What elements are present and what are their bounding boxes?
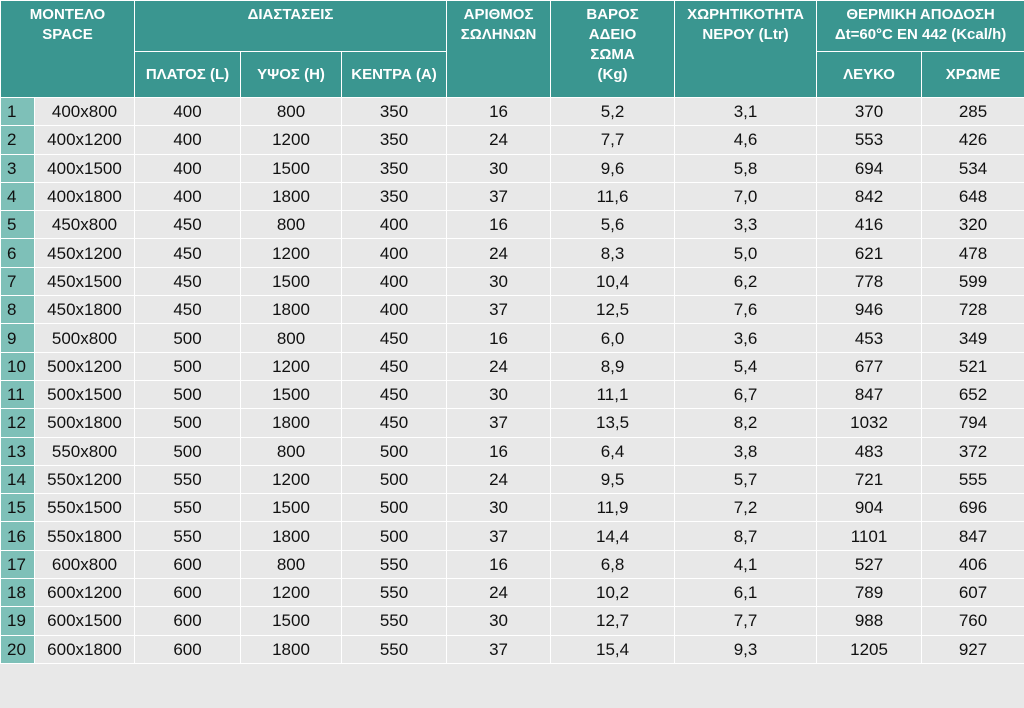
white-output-cell: 988 bbox=[817, 607, 922, 635]
tubes-cell: 24 bbox=[447, 465, 551, 493]
header-dimensions: ΔΙΑΣΤΑΣΕΙΣ bbox=[135, 1, 447, 52]
height-cell: 1200 bbox=[241, 579, 342, 607]
weight-cell: 7,7 bbox=[551, 126, 675, 154]
white-output-cell: 553 bbox=[817, 126, 922, 154]
water-cell: 9,3 bbox=[675, 635, 817, 663]
chrome-output-cell: 534 bbox=[922, 154, 1024, 182]
white-output-cell: 842 bbox=[817, 182, 922, 210]
header-thermal bbox=[817, 1, 1024, 52]
water-cell: 4,6 bbox=[675, 126, 817, 154]
width-cell: 450 bbox=[135, 267, 241, 295]
width-cell: 500 bbox=[135, 352, 241, 380]
water-cell: 5,4 bbox=[675, 352, 817, 380]
table-row bbox=[1, 182, 1024, 210]
tubes-cell: 16 bbox=[447, 437, 551, 465]
water-cell: 7,6 bbox=[675, 296, 817, 324]
height-cell: 800 bbox=[241, 98, 342, 126]
table-row bbox=[1, 239, 1024, 267]
table-row bbox=[1, 550, 1024, 578]
water-cell: 7,2 bbox=[675, 494, 817, 522]
table-row bbox=[1, 267, 1024, 295]
chrome-output-cell: 599 bbox=[922, 267, 1024, 295]
chrome-output-cell: 607 bbox=[922, 579, 1024, 607]
white-output-cell: 1032 bbox=[817, 409, 922, 437]
white-output-cell: 416 bbox=[817, 211, 922, 239]
model-cell: 600x1200 bbox=[35, 579, 135, 607]
table-row bbox=[1, 465, 1024, 493]
chrome-output-cell: 728 bbox=[922, 296, 1024, 324]
chrome-output-cell: 406 bbox=[922, 550, 1024, 578]
model-cell: 550x1200 bbox=[35, 465, 135, 493]
model-cell: 450x1200 bbox=[35, 239, 135, 267]
white-output-cell: 453 bbox=[817, 324, 922, 352]
centers-cell: 550 bbox=[342, 607, 447, 635]
row-index: 15 bbox=[1, 494, 35, 522]
table-row bbox=[1, 635, 1024, 663]
weight-cell: 6,0 bbox=[551, 324, 675, 352]
model-cell: 550x1500 bbox=[35, 494, 135, 522]
width-cell: 450 bbox=[135, 239, 241, 267]
weight-cell: 9,6 bbox=[551, 154, 675, 182]
centers-cell: 450 bbox=[342, 352, 447, 380]
white-output-cell: 904 bbox=[817, 494, 922, 522]
model-cell: 550x1800 bbox=[35, 522, 135, 550]
weight-cell: 8,3 bbox=[551, 239, 675, 267]
row-index: 13 bbox=[1, 437, 35, 465]
model-cell: 600x800 bbox=[35, 550, 135, 578]
chrome-output-cell: 349 bbox=[922, 324, 1024, 352]
weight-cell: 6,4 bbox=[551, 437, 675, 465]
water-cell: 4,1 bbox=[675, 550, 817, 578]
centers-cell: 500 bbox=[342, 522, 447, 550]
white-output-cell: 370 bbox=[817, 98, 922, 126]
tubes-cell: 30 bbox=[447, 380, 551, 408]
width-cell: 400 bbox=[135, 154, 241, 182]
model-cell: 500x1500 bbox=[35, 380, 135, 408]
width-cell: 550 bbox=[135, 522, 241, 550]
chrome-output-cell: 478 bbox=[922, 239, 1024, 267]
chrome-output-cell: 652 bbox=[922, 380, 1024, 408]
chrome-output-cell: 372 bbox=[922, 437, 1024, 465]
water-cell: 3,6 bbox=[675, 324, 817, 352]
row-index: 14 bbox=[1, 465, 35, 493]
width-cell: 550 bbox=[135, 494, 241, 522]
tubes-cell: 37 bbox=[447, 182, 551, 210]
white-output-cell: 694 bbox=[817, 154, 922, 182]
table-row bbox=[1, 494, 1024, 522]
height-cell: 1200 bbox=[241, 465, 342, 493]
height-cell: 1800 bbox=[241, 409, 342, 437]
table-row bbox=[1, 324, 1024, 352]
tubes-cell: 24 bbox=[447, 352, 551, 380]
chrome-output-cell: 521 bbox=[922, 352, 1024, 380]
model-cell: 550x800 bbox=[35, 437, 135, 465]
model-cell: 500x1800 bbox=[35, 409, 135, 437]
width-cell: 400 bbox=[135, 98, 241, 126]
header-model: ΜΟΝΤΕΛΟ SPACE bbox=[1, 1, 135, 98]
model-cell: 400x1800 bbox=[35, 182, 135, 210]
tubes-cell: 37 bbox=[447, 635, 551, 663]
centers-cell: 450 bbox=[342, 324, 447, 352]
chrome-output-cell: 760 bbox=[922, 607, 1024, 635]
centers-cell: 400 bbox=[342, 239, 447, 267]
row-index: 12 bbox=[1, 409, 35, 437]
white-output-cell: 778 bbox=[817, 267, 922, 295]
water-cell: 7,7 bbox=[675, 607, 817, 635]
weight-cell: 10,4 bbox=[551, 267, 675, 295]
row-index: 4 bbox=[1, 182, 35, 210]
tubes-cell: 37 bbox=[447, 409, 551, 437]
white-output-cell: 1101 bbox=[817, 522, 922, 550]
height-cell: 1500 bbox=[241, 154, 342, 182]
chrome-output-cell: 320 bbox=[922, 211, 1024, 239]
weight-cell: 6,8 bbox=[551, 550, 675, 578]
header-water: ΧΩΡΗΤΙΚΟΤΗΤΑ ΝΕΡΟΥ (Ltr) bbox=[675, 1, 817, 98]
chrome-output-cell: 847 bbox=[922, 522, 1024, 550]
height-cell: 800 bbox=[241, 324, 342, 352]
tubes-cell: 24 bbox=[447, 126, 551, 154]
height-cell: 1800 bbox=[241, 296, 342, 324]
row-index: 3 bbox=[1, 154, 35, 182]
water-cell: 3,3 bbox=[675, 211, 817, 239]
centers-cell: 550 bbox=[342, 550, 447, 578]
width-cell: 600 bbox=[135, 579, 241, 607]
chrome-output-cell: 426 bbox=[922, 126, 1024, 154]
tubes-cell: 37 bbox=[447, 522, 551, 550]
height-cell: 1500 bbox=[241, 494, 342, 522]
height-cell: 1500 bbox=[241, 380, 342, 408]
row-index: 18 bbox=[1, 579, 35, 607]
height-cell: 1500 bbox=[241, 267, 342, 295]
row-index: 6 bbox=[1, 239, 35, 267]
chrome-output-cell: 794 bbox=[922, 409, 1024, 437]
centers-cell: 350 bbox=[342, 126, 447, 154]
weight-cell: 15,4 bbox=[551, 635, 675, 663]
centers-cell: 500 bbox=[342, 494, 447, 522]
water-cell: 3,8 bbox=[675, 437, 817, 465]
weight-cell: 8,9 bbox=[551, 352, 675, 380]
table-row bbox=[1, 380, 1024, 408]
width-cell: 500 bbox=[135, 437, 241, 465]
header-thermal-title: ΘΕΡΜΙΚΗ ΑΠΟΔΟΣΗ bbox=[846, 6, 995, 23]
water-cell: 6,7 bbox=[675, 380, 817, 408]
chrome-output-cell: 285 bbox=[922, 98, 1024, 126]
table-row bbox=[1, 437, 1024, 465]
row-index: 16 bbox=[1, 522, 35, 550]
white-output-cell: 621 bbox=[817, 239, 922, 267]
table-row bbox=[1, 154, 1024, 182]
width-cell: 400 bbox=[135, 126, 241, 154]
header-width: ΠΛΑΤΟΣ (L) bbox=[135, 52, 241, 98]
chrome-output-cell: 555 bbox=[922, 465, 1024, 493]
height-cell: 800 bbox=[241, 211, 342, 239]
row-index: 11 bbox=[1, 380, 35, 408]
model-cell: 450x1500 bbox=[35, 267, 135, 295]
white-output-cell: 1205 bbox=[817, 635, 922, 663]
centers-cell: 350 bbox=[342, 182, 447, 210]
table-body bbox=[1, 98, 1024, 664]
width-cell: 450 bbox=[135, 296, 241, 324]
weight-cell: 5,2 bbox=[551, 98, 675, 126]
water-cell: 8,7 bbox=[675, 522, 817, 550]
water-cell: 8,2 bbox=[675, 409, 817, 437]
centers-cell: 500 bbox=[342, 437, 447, 465]
water-cell: 5,0 bbox=[675, 239, 817, 267]
tubes-cell: 16 bbox=[447, 98, 551, 126]
model-cell: 500x1200 bbox=[35, 352, 135, 380]
centers-cell: 500 bbox=[342, 465, 447, 493]
row-index: 7 bbox=[1, 267, 35, 295]
height-cell: 1200 bbox=[241, 239, 342, 267]
height-cell: 800 bbox=[241, 437, 342, 465]
width-cell: 500 bbox=[135, 380, 241, 408]
centers-cell: 450 bbox=[342, 409, 447, 437]
height-cell: 800 bbox=[241, 550, 342, 578]
weight-cell: 11,1 bbox=[551, 380, 675, 408]
water-cell: 7,0 bbox=[675, 182, 817, 210]
tubes-cell: 37 bbox=[447, 296, 551, 324]
tubes-cell: 16 bbox=[447, 324, 551, 352]
width-cell: 450 bbox=[135, 211, 241, 239]
row-index: 2 bbox=[1, 126, 35, 154]
water-cell: 6,2 bbox=[675, 267, 817, 295]
header-white: ΛΕΥΚΟ bbox=[817, 52, 922, 98]
tubes-cell: 24 bbox=[447, 579, 551, 607]
weight-cell: 5,6 bbox=[551, 211, 675, 239]
weight-cell: 10,2 bbox=[551, 579, 675, 607]
height-cell: 1200 bbox=[241, 352, 342, 380]
width-cell: 600 bbox=[135, 550, 241, 578]
header-chrome: ΧΡΩΜΕ bbox=[922, 52, 1024, 98]
table-row bbox=[1, 522, 1024, 550]
row-index: 5 bbox=[1, 211, 35, 239]
water-cell: 6,1 bbox=[675, 579, 817, 607]
row-index: 17 bbox=[1, 550, 35, 578]
table-row bbox=[1, 607, 1024, 635]
tubes-cell: 30 bbox=[447, 154, 551, 182]
row-index: 19 bbox=[1, 607, 35, 635]
model-cell: 600x1500 bbox=[35, 607, 135, 635]
header-tubes: ΑΡΙΘΜΟΣ ΣΩΛΗΝΩΝ bbox=[447, 1, 551, 98]
white-output-cell: 527 bbox=[817, 550, 922, 578]
centers-cell: 550 bbox=[342, 635, 447, 663]
height-cell: 1800 bbox=[241, 522, 342, 550]
centers-cell: 350 bbox=[342, 154, 447, 182]
centers-cell: 400 bbox=[342, 211, 447, 239]
row-index: 9 bbox=[1, 324, 35, 352]
chrome-output-cell: 696 bbox=[922, 494, 1024, 522]
white-output-cell: 789 bbox=[817, 579, 922, 607]
row-index: 8 bbox=[1, 296, 35, 324]
table-row bbox=[1, 211, 1024, 239]
tubes-cell: 30 bbox=[447, 267, 551, 295]
table-row bbox=[1, 409, 1024, 437]
width-cell: 600 bbox=[135, 635, 241, 663]
tubes-cell: 24 bbox=[447, 239, 551, 267]
weight-cell: 11,9 bbox=[551, 494, 675, 522]
weight-cell: 11,6 bbox=[551, 182, 675, 210]
model-cell: 400x800 bbox=[35, 98, 135, 126]
weight-cell: 12,7 bbox=[551, 607, 675, 635]
table-row bbox=[1, 296, 1024, 324]
water-cell: 5,8 bbox=[675, 154, 817, 182]
model-cell: 400x1500 bbox=[35, 154, 135, 182]
weight-cell: 12,5 bbox=[551, 296, 675, 324]
height-cell: 1800 bbox=[241, 635, 342, 663]
chrome-output-cell: 927 bbox=[922, 635, 1024, 663]
table-row bbox=[1, 579, 1024, 607]
header-thermal-sub: Δt=60°C EN 442 (Kcal/h) bbox=[834, 26, 1007, 43]
centers-cell: 450 bbox=[342, 380, 447, 408]
model-cell: 600x1800 bbox=[35, 635, 135, 663]
white-output-cell: 847 bbox=[817, 380, 922, 408]
tubes-cell: 16 bbox=[447, 550, 551, 578]
model-cell: 500x800 bbox=[35, 324, 135, 352]
height-cell: 1800 bbox=[241, 182, 342, 210]
centers-cell: 350 bbox=[342, 98, 447, 126]
weight-cell: 13,5 bbox=[551, 409, 675, 437]
white-output-cell: 483 bbox=[817, 437, 922, 465]
white-output-cell: 677 bbox=[817, 352, 922, 380]
row-index: 20 bbox=[1, 635, 35, 663]
width-cell: 400 bbox=[135, 182, 241, 210]
tubes-cell: 30 bbox=[447, 607, 551, 635]
width-cell: 500 bbox=[135, 324, 241, 352]
row-index: 10 bbox=[1, 352, 35, 380]
width-cell: 600 bbox=[135, 607, 241, 635]
width-cell: 500 bbox=[135, 409, 241, 437]
centers-cell: 550 bbox=[342, 579, 447, 607]
header-weight: ΒΑΡΟΣ ΑΔΕΙΟ ΣΩΜΑ (Kg) bbox=[551, 1, 675, 98]
centers-cell: 400 bbox=[342, 267, 447, 295]
row-index: 1 bbox=[1, 98, 35, 126]
weight-cell: 14,4 bbox=[551, 522, 675, 550]
model-cell: 400x1200 bbox=[35, 126, 135, 154]
white-output-cell: 721 bbox=[817, 465, 922, 493]
white-output-cell: 946 bbox=[817, 296, 922, 324]
chrome-output-cell: 648 bbox=[922, 182, 1024, 210]
height-cell: 1500 bbox=[241, 607, 342, 635]
water-cell: 5,7 bbox=[675, 465, 817, 493]
height-cell: 1200 bbox=[241, 126, 342, 154]
water-cell: 3,1 bbox=[675, 98, 817, 126]
weight-cell: 9,5 bbox=[551, 465, 675, 493]
width-cell: 550 bbox=[135, 465, 241, 493]
table-row bbox=[1, 126, 1024, 154]
tubes-cell: 16 bbox=[447, 211, 551, 239]
model-cell: 450x800 bbox=[35, 211, 135, 239]
header-height: ΥΨΟΣ (H) bbox=[241, 52, 342, 98]
tubes-cell: 30 bbox=[447, 494, 551, 522]
header-centers: ΚΕΝΤΡΑ (A) bbox=[342, 52, 447, 98]
table-row bbox=[1, 98, 1024, 126]
centers-cell: 400 bbox=[342, 296, 447, 324]
model-cell: 450x1800 bbox=[35, 296, 135, 324]
table-row bbox=[1, 352, 1024, 380]
